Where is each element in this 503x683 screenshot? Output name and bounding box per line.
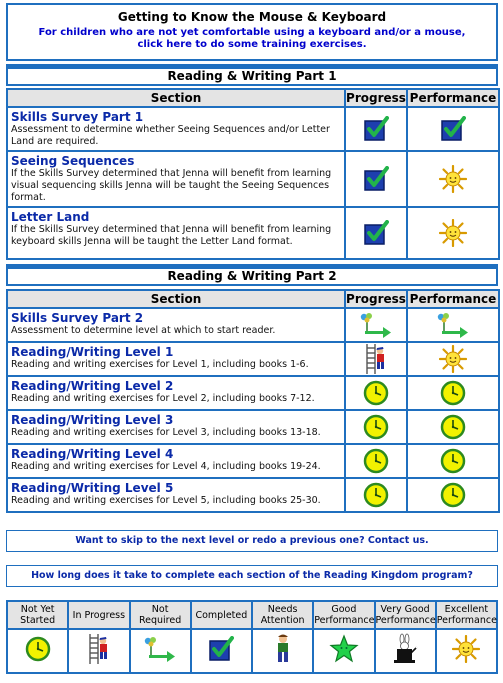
section-row [7,207,499,259]
section-name-link[interactable]: Seeing Sequences [11,154,135,168]
progress-cell [345,107,407,151]
legend-label: Good Performance [313,601,374,629]
performance-cell [407,151,499,207]
performance-cell [407,342,499,376]
legend-label: Not Required [130,601,191,629]
clock-icon [25,647,51,666]
section-cell [7,107,345,151]
clock-icon [408,414,498,440]
legend-icon-cell [191,629,252,673]
section-description: If the Skills Survey determined that Jenna will benefit from learning visual sequencing skills Jenna will be taught the Seeing Sequences format. [11,168,332,203]
legend-icon-cell [252,629,313,673]
progress-cell [345,410,407,444]
section-cell [7,151,345,207]
legend-icon-cell [375,629,436,673]
progress-cell [345,444,407,478]
star-icon [329,649,359,668]
section-row [7,308,499,342]
ladder-climber-icon [346,343,406,375]
section-cell [7,342,345,376]
sun-icon [408,165,498,193]
how-long-link[interactable]: How long does it take to complete each section of the Reading Kingdom program? [6,565,498,587]
completed-checkbox-icon [346,166,406,192]
legend-label: Very Good Performance [375,601,436,629]
section-name-link[interactable]: Reading/Writing Level 1 [11,345,174,359]
status-legend [6,600,498,674]
completed-checkbox-icon [408,116,498,142]
section-row [7,444,499,478]
section-row [7,151,499,207]
section-name-link[interactable]: Letter Land [11,210,90,224]
section-cell [7,207,345,259]
clock-icon [346,448,406,474]
legend-label: Excellent Performance [436,601,497,629]
sun-icon [452,648,480,667]
performance-cell [407,376,499,410]
not-required-arrow-icon [346,312,406,338]
progress-cell [345,342,407,376]
not-required-arrow-icon [408,312,498,338]
legend-label: Needs Attention [252,601,313,629]
col-performance-header: Performance [407,290,499,308]
intro-training-link[interactable] [8,27,496,51]
section-name-link[interactable]: Reading/Writing Level 4 [11,447,174,461]
section-name-link[interactable]: Reading/Writing Level 5 [11,481,174,495]
section-name-link[interactable]: Reading/Writing Level 2 [11,379,174,393]
section-description: Reading and writing exercises for Level 3, including books 13-18. [11,427,321,438]
clock-icon [346,482,406,508]
section-name-link[interactable]: Reading/Writing Level 3 [11,413,174,427]
section-cell [7,444,345,478]
skip-level-contact-link[interactable]: Want to skip to the next level or redo a previous one? Contact us. [6,530,498,552]
section-description: Assessment to determine whether Seeing Sequences and/or Letter Land are required. [11,124,330,147]
performance-cell [407,478,499,512]
clock-icon [408,448,498,474]
ladder-climber-icon [86,650,112,669]
section-name-link[interactable]: Skills Survey Part 1 [11,110,144,124]
section-description: Assessment to determine level at which to start reader. [11,325,276,336]
section-row [7,107,499,151]
section-cell [7,308,345,342]
completed-checkbox-icon [346,116,406,142]
legend-icon-cell [7,629,68,673]
clock-icon [408,380,498,406]
performance-cell [407,107,499,151]
person-icon [273,650,293,669]
progress-cell [345,376,407,410]
section-description: If the Skills Survey determined that Jenna will benefit from learning keyboard skills Jenna will be taught the Letter Land format. [11,224,332,247]
section-row [7,478,499,512]
sun-icon [408,345,498,373]
section-row [7,410,499,444]
legend-icon-cell [68,629,129,673]
intro-subtitle-line2[interactable]: click here to do some training exercises. [137,39,367,50]
clock-icon [408,482,498,508]
sun-icon [408,219,498,247]
col-progress-header: Progress [346,91,406,105]
not-required-arrow-icon [143,647,177,666]
section-row [7,342,499,376]
legend-label: Not Yet Started [7,601,68,629]
progress-cell [345,478,407,512]
col-section-header: Section [7,89,345,107]
performance-cell [407,308,499,342]
legend-label: Completed [191,601,252,629]
legend-label: In Progress [68,601,129,629]
mouse-keyboard-intro[interactable] [6,3,498,61]
legend-icon-cell [436,629,497,673]
col-progress-header: Progress [346,292,406,306]
intro-title: Getting to Know the Mouse & Keyboard [117,10,387,24]
section-description: Reading and writing exercises for Level 5, including books 25-30. [11,495,321,506]
performance-cell [407,207,499,259]
part2-table [6,289,500,513]
section-cell [7,376,345,410]
part1-title: Reading & Writing Part 1 [6,64,498,86]
clock-icon [346,380,406,406]
performance-cell [407,444,499,478]
col-performance-header: Performance [407,89,499,107]
progress-cell [345,308,407,342]
legend-icon-cell [313,629,374,673]
completed-checkbox-icon [346,220,406,246]
progress-cell [345,151,407,207]
section-cell [7,410,345,444]
clock-icon [346,414,406,440]
part1-table [6,88,500,260]
magic-hat-icon [391,650,419,669]
completed-checkbox-icon [208,647,234,666]
part2-title: Reading & Writing Part 2 [6,264,498,286]
section-description: Reading and writing exercises for Level 2, including books 7-12. [11,393,315,404]
intro-subtitle-line1[interactable]: For children who are not yet comfortable using a keyboard and/or a mouse, [38,27,466,38]
performance-cell [407,410,499,444]
section-name-link[interactable]: Skills Survey Part 2 [11,311,144,325]
legend-icon-cell [130,629,191,673]
section-description: Reading and writing exercises for Level 1, including books 1-6. [11,359,309,370]
section-description: Reading and writing exercises for Level 4, including books 19-24. [11,461,321,472]
col-section-header: Section [7,290,345,308]
section-cell [7,478,345,512]
section-row [7,376,499,410]
progress-cell [345,207,407,259]
